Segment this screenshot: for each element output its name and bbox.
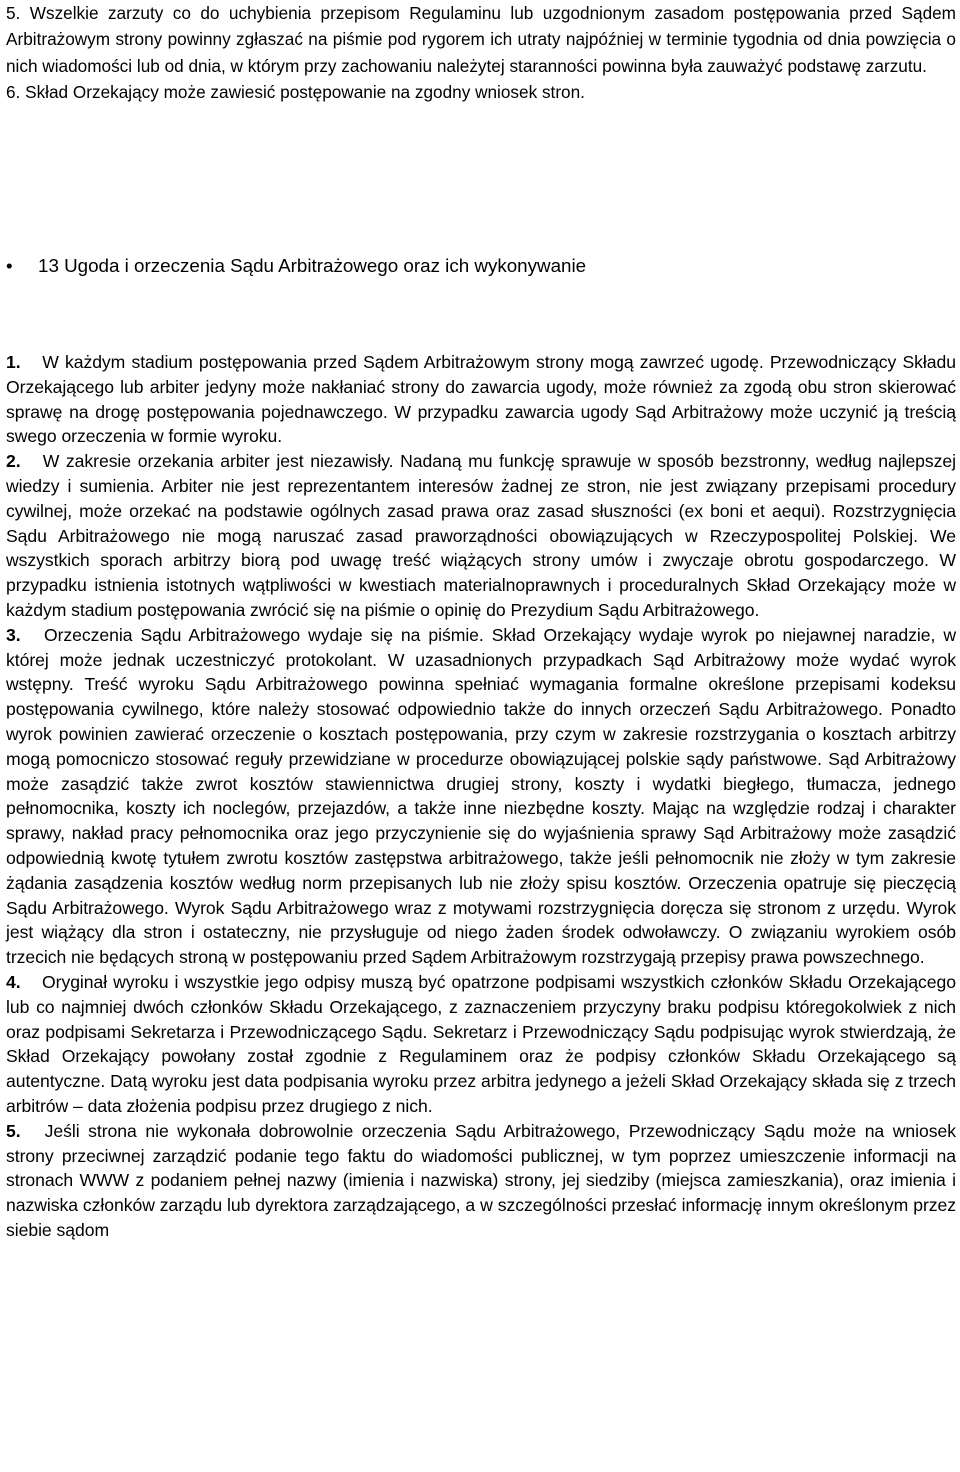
paragraph-number: 2. <box>6 451 21 472</box>
paragraph-text: Orzeczenia Sądu Arbitrażowego wydaje się na piśmie. Skład Orzekający wydaje wyrok po niejawnej naradzie, w której może jednak uczestniczyć protokolant. W uzasadnionych przypadkach Sąd Arbitrażowy może wydać wyrok wstępny. Treść wyroku Sądu Arbitrażowego powinna spełniać wymagania formalne określone przepisami kodeksu postępowania cywilnego, które należy stosować odpowiednio także do innych orzeczeń Sądu Arbitrażowego. Ponadto wyrok powinien zawierać orzeczenie o kosztach postępowania, przy czym w zakresie rozstrzygania o kosztach arbitrzy mogą pomocniczo stosować reguły przewidziane w procedurze obowiązującej polskie sądy państwowe. Sąd Arbitrażowy może zasądzić także zwrot kosztów stawiennictwa drugiej strony, koszty i wydatki biegłego, tłumacza, jednego pełnomocnika, koszty ich noclegów, przejazdów, a także inne niezbędne koszty. Mając na względzie rodzaj i charakter sprawy, nakład pracy pełnomocnika oraz jego przyczynienie się do wyjaśnienia sprawy Sąd Arbitrażowy może zasądzić odpowiednią kwotę tytułem zwrotu kosztów zastępstwa arbitrażowego, także jeśli pełnomocnik nie złoży w tym zakresie żądania zasądzenia kosztów według norm przepisanych lub nie złoży spisu kosztów. Orzeczenia opatruje się pieczęcią Sądu Arbitrażowego. Wyrok Sądu Arbitrażowego wraz z motywami rozstrzygnięcia doręcza się stronom z urzędu. Wyrok jest wiążący dla stron i ostateczny, nie przysługuje od niego żaden środek odwoławczy. O związaniu wyrokiem osób trzecich nie będących stroną w postępowaniu przed Sądem Arbitrażowym rozstrzygają przepisy prawa powszechnego. <box>6 624 956 968</box>
section-title: 13 Ugoda i orzeczenia Sądu Arbitrażowego oraz ich wykonywanie <box>38 255 587 276</box>
paragraph-number: 4. <box>6 971 21 992</box>
paragraph-number: 5. <box>6 1120 21 1141</box>
paragraph-number: 3. <box>6 624 21 645</box>
paragraph-6: 6. Skład Orzekający może zawiesić postępowanie na zgodny wniosek stron. <box>6 82 585 103</box>
paragraph-text: Jeśli strona nie wykonała dobrowolnie orzeczenia Sądu Arbitrażowego, Przewodniczący Sądu może na wniosek strony przeciwnej zarządzić podanie tego faktu do wiadomości publicznej, w tym poprzez umieszczenie informacji na stronach WWW z podaniem pełnej nazwy (imienia i nazwiska) strony, jej siedziby (miejsca zamieszkania), oraz imienia i nazwiska członków zarządu lub dyrektora zarządzającego, a w szczególności przesłać informację innym określonym przez siebie sądom <box>6 1120 956 1240</box>
section-bullet-icon: • <box>6 255 13 276</box>
section-paragraph-4 <box>6 970 956 1119</box>
paragraph-number: 1. <box>6 352 21 372</box>
section-heading <box>6 252 906 280</box>
paragraph-text: W zakresie orzekania arbiter jest niezawisły. Nadaną mu funkcję sprawuje w sposób bezstronny, według najlepszej wiedzy i sumienia. Arbiter nie jest reprezentantem interesów żadnej ze stron, nie jest związany przepisami procedury cywilnej, może orzekać na podstawie ogólnych zasad prawa oraz zasad słuszności (ex boni et aequi). Rozstrzygnięcia Sądu Arbitrażowego nie mogą naruszać zasad praworządności obowiązujących w Rzeczypospolitej Polskiej. We wszystkich sporach arbitrzy biorą pod uwagę treść wiążących strony umów i zwyczaje obrotu gospodarczego. W przypadku istnienia istotnych wątpliwości w kwestiach materialnoprawnych i proceduralnych Skład Orzekający może w każdym stadium postępowania zwrócić się na piśmie o opinię do Prezydium Sądu Arbitrażowego. <box>6 451 956 620</box>
preceding-section-tail <box>6 0 956 106</box>
section-paragraph-3 <box>6 623 956 970</box>
paragraph-5: 5. Wszelkie zarzuty co do uchybienia przepisom Regulaminu lub uzgodnionym zasadom postępowania przed Sądem Arbitrażowym strony powinny zgłaszać na piśmie pod rygorem ich utraty najpóźniej w terminie tygodnia od dnia powzięcia o nich wiadomości lub od dnia, w którym przy zachowaniu należytej staranności powinna była zauważyć podstawę zarzutu. <box>6 3 956 76</box>
paragraph-text: Oryginał wyroku i wszystkie jego odpisy muszą być opatrzone podpisami wszystkich członków Składu Orzekającego lub co najmniej dwóch członków Składu Orzekającego, z zaznaczeniem przyczyny braku podpisu któregokolwiek z nich oraz podpisami Sekretarza i Przewodniczącego Sądu. Sekretarz i Przewodniczący Sądu podpisując wyrok stwierdzają, że Skład Orzekający powołany został zgodnie z Regulaminem oraz że podpisy członków Składu Orzekającego są autentyczne. Datą wyroku jest data podpisania wyroku przez arbitra jedynego a jeżeli Skład Orzekający składa się z trzech arbitrów – data złożenia podpisu przez drugiego z nich. <box>6 971 957 1116</box>
section-paragraph-2 <box>6 449 956 623</box>
paragraph-text: W każdym stadium postępowania przed Sądem Arbitrażowym strony mogą zawrzeć ugodę. Przewodniczący Składu Orzekającego lub arbiter jedyny może nakłaniać strony do zawarcia ugody, może również za zgodą obu stron skierować sprawę na drogę postępowania pojednawczego. W przypadku zawarcia ugody Sąd Arbitrażowy może uczynić ją treścią swego orzeczenia w formie wyroku. <box>6 352 956 447</box>
section-body <box>6 350 956 1243</box>
section-paragraph-1 <box>6 350 956 449</box>
section-paragraph-5 <box>6 1119 956 1243</box>
